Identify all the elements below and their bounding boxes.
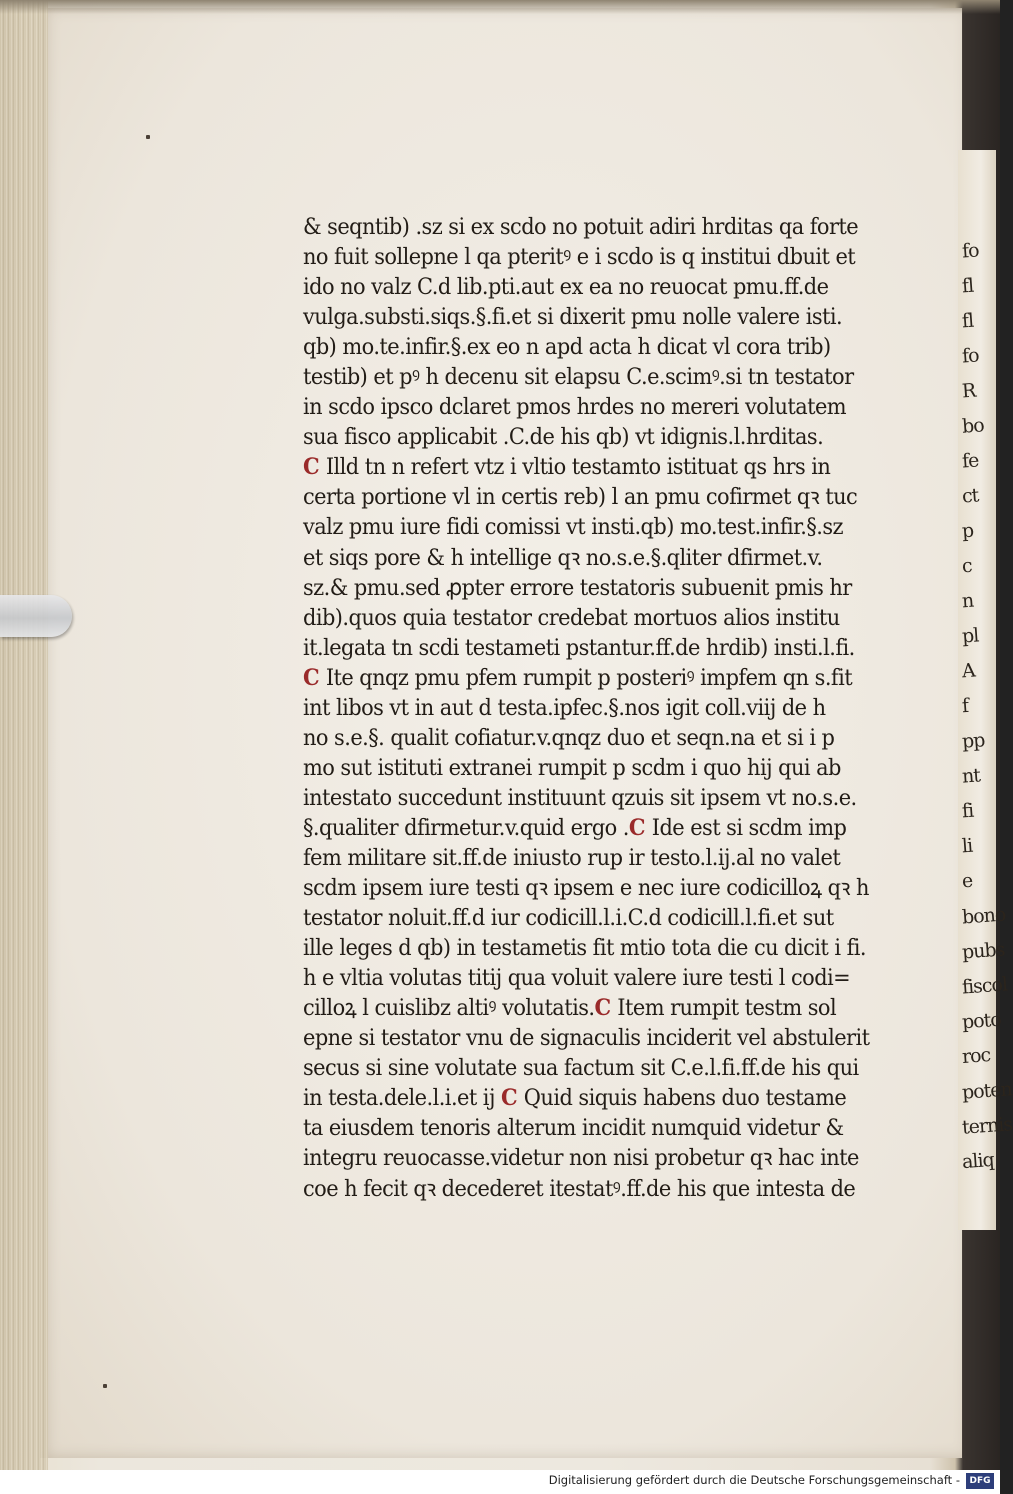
text-line: testator noluit.ff.d iur codicill.l.i.C.d codicill.l.fi.et sut xyxy=(303,905,834,932)
facing-page-fragment: poto xyxy=(961,1008,1002,1034)
rubric-paragraph-mark: C xyxy=(500,1085,524,1112)
page-speck xyxy=(146,135,150,139)
facing-page-fragment: fiscol xyxy=(961,973,1008,999)
facing-page-fragment: p xyxy=(961,519,974,543)
rubric-paragraph-mark: C xyxy=(594,995,618,1022)
facing-page-fragment: f xyxy=(961,694,969,718)
facing-page-fragment: aliq xyxy=(961,1148,995,1174)
text-line: C Ite qnqz pmu pfem rumpit p posteriꝰ impfem qn s.fit xyxy=(303,664,853,691)
text-line: testib) et pꝰ h decenu sit elapsu C.e.scimꝰ.si tn testator xyxy=(303,364,854,391)
text-line: h e vltia volutas titij qua voluit valere iure testi l codi= xyxy=(303,965,851,992)
facing-page-fragment: fi xyxy=(961,799,974,823)
text-line: valz pmu iure fidi comissi vt insti.qb) mo.test.infir.§.sz xyxy=(303,514,844,541)
facing-page-fragment: c xyxy=(961,554,973,578)
text-line: int libos vt in aut d testa.ipfec.§.nos igit coll.viij de h xyxy=(303,694,826,721)
text-line: fem militare sit.ff.de iniusto rup ir testo.l.ij.al no valet xyxy=(303,844,841,871)
text-line: §.qualiter dfirmetur.v.quid ergo .C Ide est si scdm imp xyxy=(303,814,847,841)
text-line: et siqs pore & h intellige qꝛ no.s.e.§.qliter dfirmet.v. xyxy=(303,544,823,571)
facing-page-fragment: ternis xyxy=(961,1113,1013,1139)
facing-page-fragment: fl xyxy=(961,274,974,298)
facing-page-fragment: poten xyxy=(961,1078,1013,1104)
dfg-logo[interactable]: DFG xyxy=(966,1473,994,1489)
facing-page-fragment: nt xyxy=(961,764,981,788)
facing-page-fragment: bo xyxy=(961,414,985,438)
facing-page-edge xyxy=(958,150,1013,1230)
text-line: no s.e.§. qualit cofiatur.v.qnqz duo et seqn.na et si i p xyxy=(303,724,835,751)
rubric-paragraph-mark: C xyxy=(303,664,326,691)
text-line: integru reuocasse.videtur non nisi probetur qꝛ hac inte xyxy=(303,1145,859,1172)
text-line: vulga.substi.siqs.§.fi.et si dixerit pmu nolle valere isti. xyxy=(303,304,843,331)
text-line: qb) mo.te.infir.§.ex eo n apd acta h dicat vl cora trib) xyxy=(303,334,831,361)
text-line: it.legata tn scdi testameti pstantur.ff.de hrdib) insti.l.fi. xyxy=(303,634,855,661)
facing-page-fragment: fe xyxy=(961,449,980,473)
funding-credit: Digitalisierung gefördert durch die Deutsche Forschungsgemeinschaft - xyxy=(548,1473,960,1487)
text-line: C Illd tn n refert vtz i vltio testamto istituat qs hrs in xyxy=(303,454,831,481)
facing-page-fragment: n xyxy=(961,589,975,613)
facing-page-fragment: fo xyxy=(961,239,980,263)
digitization-footer xyxy=(0,1470,1000,1494)
facing-page-fragment: li xyxy=(961,834,973,858)
text-line: coe h fecit qꝛ decederet itestatꝰ.ff.de his que intesta de xyxy=(303,1175,856,1202)
page-stack-edge xyxy=(0,0,48,1494)
facing-page-fragment: R xyxy=(961,379,977,403)
text-line: ido no valz C.d lib.pti.aut ex ea no reuocat pmu.ff.de xyxy=(303,274,829,301)
text-line: no fuit sollepne l qa pteritꝰ e i scdo is q institui dbuit et xyxy=(303,244,856,271)
facing-page-fragment: fo xyxy=(961,344,980,368)
incunabula-text-block xyxy=(303,212,903,1204)
text-line: intestato succedunt instituunt qzuis sit ipsem vt no.s.e. xyxy=(303,784,857,811)
text-line: dib).quos quia testator credebat mortuos alios institu xyxy=(303,604,840,631)
text-line: secus si sine volutate sua factum sit C.e.l.fi.ff.de his qui xyxy=(303,1055,859,1082)
facing-page-fragment: A xyxy=(961,659,976,683)
text-line: in testa.dele.l.i.et ij C Quid siquis habens duo testame xyxy=(303,1085,847,1112)
page-speck xyxy=(103,1384,107,1388)
text-line: sua fisco applicabit .C.de his qb) vt idignis.l.hrditas. xyxy=(303,424,824,451)
facing-page-fragment: e xyxy=(961,869,974,893)
text-line: ille leges d qb) in testametis fit mtio tota die cu dicit i fi. xyxy=(303,935,866,962)
text-line: mo sut istituti extranei rumpit p scdm i quo hij qui ab xyxy=(303,754,841,781)
facing-page-fragment: pp xyxy=(961,729,986,753)
text-line: certa portione vl in certis reb) l an pmu cofirmet qꝛ tuc xyxy=(303,484,858,511)
top-shadow xyxy=(0,0,1000,14)
facing-page-fragment: pl xyxy=(961,624,979,648)
rubric-paragraph-mark: C xyxy=(628,814,652,841)
facing-page-fragment: bono xyxy=(961,903,1006,929)
book-clip xyxy=(0,595,72,637)
text-line: scdm ipsem iure testi qꝛ ipsem e nec iure codicilloꝝ qꝛ h xyxy=(303,875,869,902)
text-line: ta eiusdem tenoris alterum incidit numquid videtur & xyxy=(303,1115,844,1142)
facing-page-fragment: fl xyxy=(961,309,974,333)
text-line: cilloꝝ l cuislibz altiꝰ volutatis.C Item rumpit testm sol xyxy=(303,995,837,1022)
facing-page-fragment: pubs xyxy=(961,938,1006,964)
text-line: & seqntib) .sz si ex scdo no potuit adiri hrditas qa forte xyxy=(303,214,859,240)
text-line: in scdo ipsco dclaret pmos hrdes no mereri volutatem xyxy=(303,394,847,421)
facing-page-fragment: ct xyxy=(961,484,980,508)
text-line: sz.& pmu.sed ꝓpter errore testatoris subuenit pmis hr xyxy=(303,574,852,601)
facing-page-fragment: roc xyxy=(961,1044,991,1068)
rubric-paragraph-mark: C xyxy=(303,454,326,481)
text-line: epne si testator vnu de signaculis inciderit vel abstulerit xyxy=(303,1025,870,1052)
